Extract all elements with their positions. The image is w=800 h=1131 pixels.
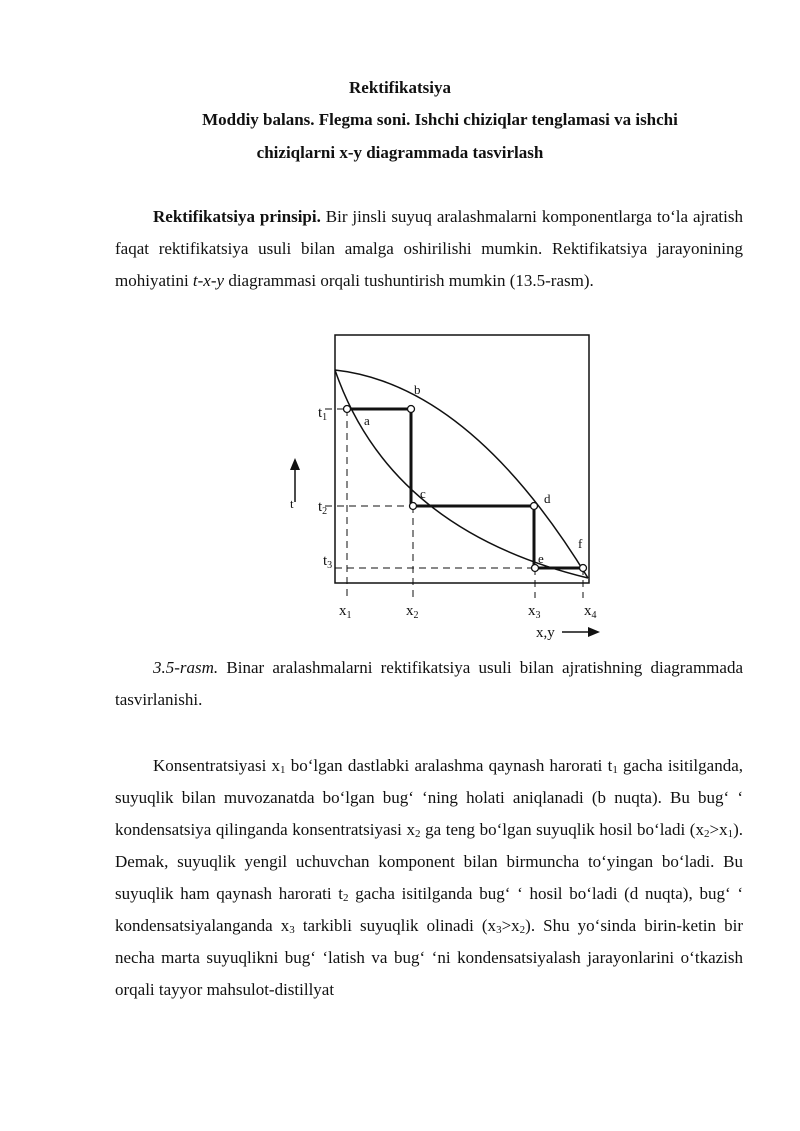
intro-italic: t-x-y	[192, 271, 225, 290]
intro-paragraph	[115, 201, 743, 297]
section-subtitle-line1: Moddiy balans. Flegma soni. Ishchi chiziqlar tenglamasi va ishchi	[202, 110, 678, 129]
x3-label: $x_3$	[528, 603, 541, 621]
x1-label: $x_1$	[339, 603, 352, 621]
x-axis-arrow	[536, 625, 600, 641]
t2-label: $t_2$	[318, 499, 328, 517]
t3-label: $t_3$	[323, 553, 333, 571]
label-a: a	[364, 413, 370, 428]
label-e: e	[538, 551, 544, 566]
intro-text-b: diagrammasi orqali tushuntirish mumkin (13.5-rasm).	[224, 271, 594, 290]
section-subtitle-line2: chiziqlarni x-y diagrammada tasvirlash	[256, 143, 544, 162]
label-c: c	[420, 486, 426, 501]
staircase-steps	[347, 409, 583, 568]
caption-text: Binar aralashmalarni rektifikatsiya usuli bilan ajratishning diagrammada tasvirlanishi.	[115, 658, 743, 709]
t-axis-label: t	[290, 496, 294, 511]
liquid-curve	[335, 370, 588, 578]
x-axis-label: x,y	[536, 625, 555, 641]
t-axis-arrow	[290, 458, 300, 511]
equilibrium-points	[344, 406, 587, 572]
t1-label: $t_1$	[318, 405, 328, 423]
intro-text-a: Bir jinsli suyuq aralashmalarni komponentlarga to‘la ajratish faqat rektifikatsiya usuli bilan amalga oshirilishi mumkin. Rektifikatsiya jarayonining mohiyatini	[115, 207, 743, 290]
vapor-curve	[335, 370, 588, 578]
point-a	[344, 406, 351, 413]
point-c	[410, 503, 417, 510]
caption-number: 3.5-rasm.	[153, 658, 219, 677]
label-b: b	[414, 382, 421, 397]
diagram-frame	[335, 335, 589, 583]
page-title: Rektifikatsiya	[349, 78, 451, 97]
x2-label: $x_2$	[406, 603, 419, 621]
x4-label: $x_4$	[584, 603, 597, 621]
label-d: d	[544, 491, 551, 506]
figure-caption	[115, 652, 743, 716]
txy-diagram	[290, 330, 610, 645]
intro-lead: Rektifikatsiya prinsipi.	[153, 207, 321, 226]
point-f	[580, 565, 587, 572]
point-b	[408, 406, 415, 413]
point-d	[531, 503, 538, 510]
body-paragraph: Konsentratsiyasi $x_1$ bo‘lgan dastlabki aralashma qaynash harorati $t_1$ gacha isitilganda, suyuqlik bilan muvozanatda bo‘lgan bug‘ ‘ning holati aniqlanadi (b nuqta). Bu bug‘ ‘ kondensatsiya qilinganda konsentratsiyasi $x_2$ ga teng bo‘lgan suyuqlik hosil bo‘ladi $(x_2>x_1)$. Demak, suyuqlik yengil uchuvchan komponent bilan birmuncha to‘yingan bo‘ladi. Bu suyuqlik ham qaynash harorati $t_2$ gacha isitilganda bug‘ ‘ hosil bo‘ladi (d nuqta), bug‘ ‘ kondensatsiyalanganda $x_3$ tarkibli suyuqlik olinadi $(x_3>x_2)$. Shu yo‘sinda birin-ketin bir necha marta suyuqlikni bug‘ ‘latish va bug‘ ‘ni kondensatsiyalash jarayonlarini o‘tkazish orqali tayyor mahsulot-distillyat	[115, 756, 743, 999]
label-f: f	[578, 536, 583, 551]
